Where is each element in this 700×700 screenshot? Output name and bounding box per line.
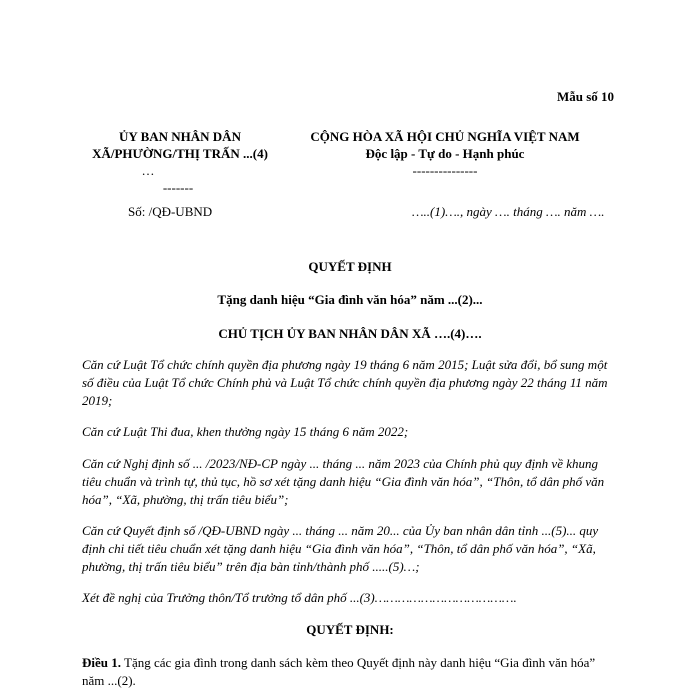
legal-basis-2: Căn cứ Luật Thi đua, khen thưởng ngày 15 tháng 6 năm 2022; <box>82 424 409 439</box>
motto-divider: --------------- <box>412 163 478 178</box>
issuer-line2: XÃ/PHƯỜNG/THỊ TRẤN ...(4) <box>92 146 268 161</box>
decision-heading: QUYẾT ĐỊNH: <box>306 622 394 637</box>
issuing-authority: CHỦ TỊCH ỦY BAN NHÂN DÂN XÃ ….(4)…. <box>218 326 482 341</box>
legal-basis-3: Căn cứ Nghị định số ... /2023/NĐ-CP ngày ... tháng ... năm 2023 của Chính phủ quy định về khung tiêu chuẩn và trình tự, thủ tục, hồ sơ xét tặng danh hiệu “Gia đình văn hóa”, “Thôn, tổ dân phố văn hóa”, “Xã, phường, thị trấn tiêu biểu”; <box>82 456 605 507</box>
issuer-line1: ỦY BAN NHÂN DÂN <box>119 129 241 144</box>
document-number: Số: /QĐ-UBND <box>128 204 213 219</box>
article-1-text: Tặng các gia đình trong danh sách kèm theo Quyết định này danh hiệu “Gia đình văn hóa” năm ...(2). <box>82 655 596 688</box>
article-1 <box>82 654 618 690</box>
document-title: QUYẾT ĐỊNH <box>308 259 392 274</box>
national-title: CỘNG HÒA XÃ HỘI CHỦ NGHĨA VIỆT NAM <box>310 129 580 144</box>
article-1-label: Điều 1. <box>82 655 121 670</box>
legal-basis-4: Căn cứ Quyết định số /QĐ-UBND ngày ... tháng ... năm 20... của Ủy ban nhân dân tỉnh ...(5)... quy định chi tiết tiêu chuẩn xét tặng danh hiệu “Gia đình văn hóa”, “Thôn, tổ dân phố văn hóa”, “Xã, phường, thị trấn tiêu biểu” trên địa bàn tỉnh/thành phố .....(5)…; <box>82 523 599 574</box>
legal-basis-1: Căn cứ Luật Tổ chức chính quyền địa phương ngày 19 tháng 6 năm 2015; Luật sửa đổi, bổ sung một số điều của Luật Tổ chức Chính phủ và Luật Tổ chức chính quyền địa phương ngày 22 tháng 11 năm 2019; <box>82 357 608 408</box>
issuer-line3: … <box>141 163 155 178</box>
form-number: Mẫu số 10 <box>557 89 615 104</box>
place-date: …..(1)…., ngày …. tháng …. năm …. <box>412 204 605 219</box>
issuer-divider: ------- <box>162 180 194 195</box>
proposal-basis: Xét đề nghị của Trưởng thôn/Tổ trưởng tổ dân phố ...(3)………………………………. <box>82 590 517 605</box>
document-subtitle: Tặng danh hiệu “Gia đình văn hóa” năm ...(2)... <box>217 292 483 307</box>
national-motto: Độc lập - Tự do - Hạnh phúc <box>365 146 525 161</box>
